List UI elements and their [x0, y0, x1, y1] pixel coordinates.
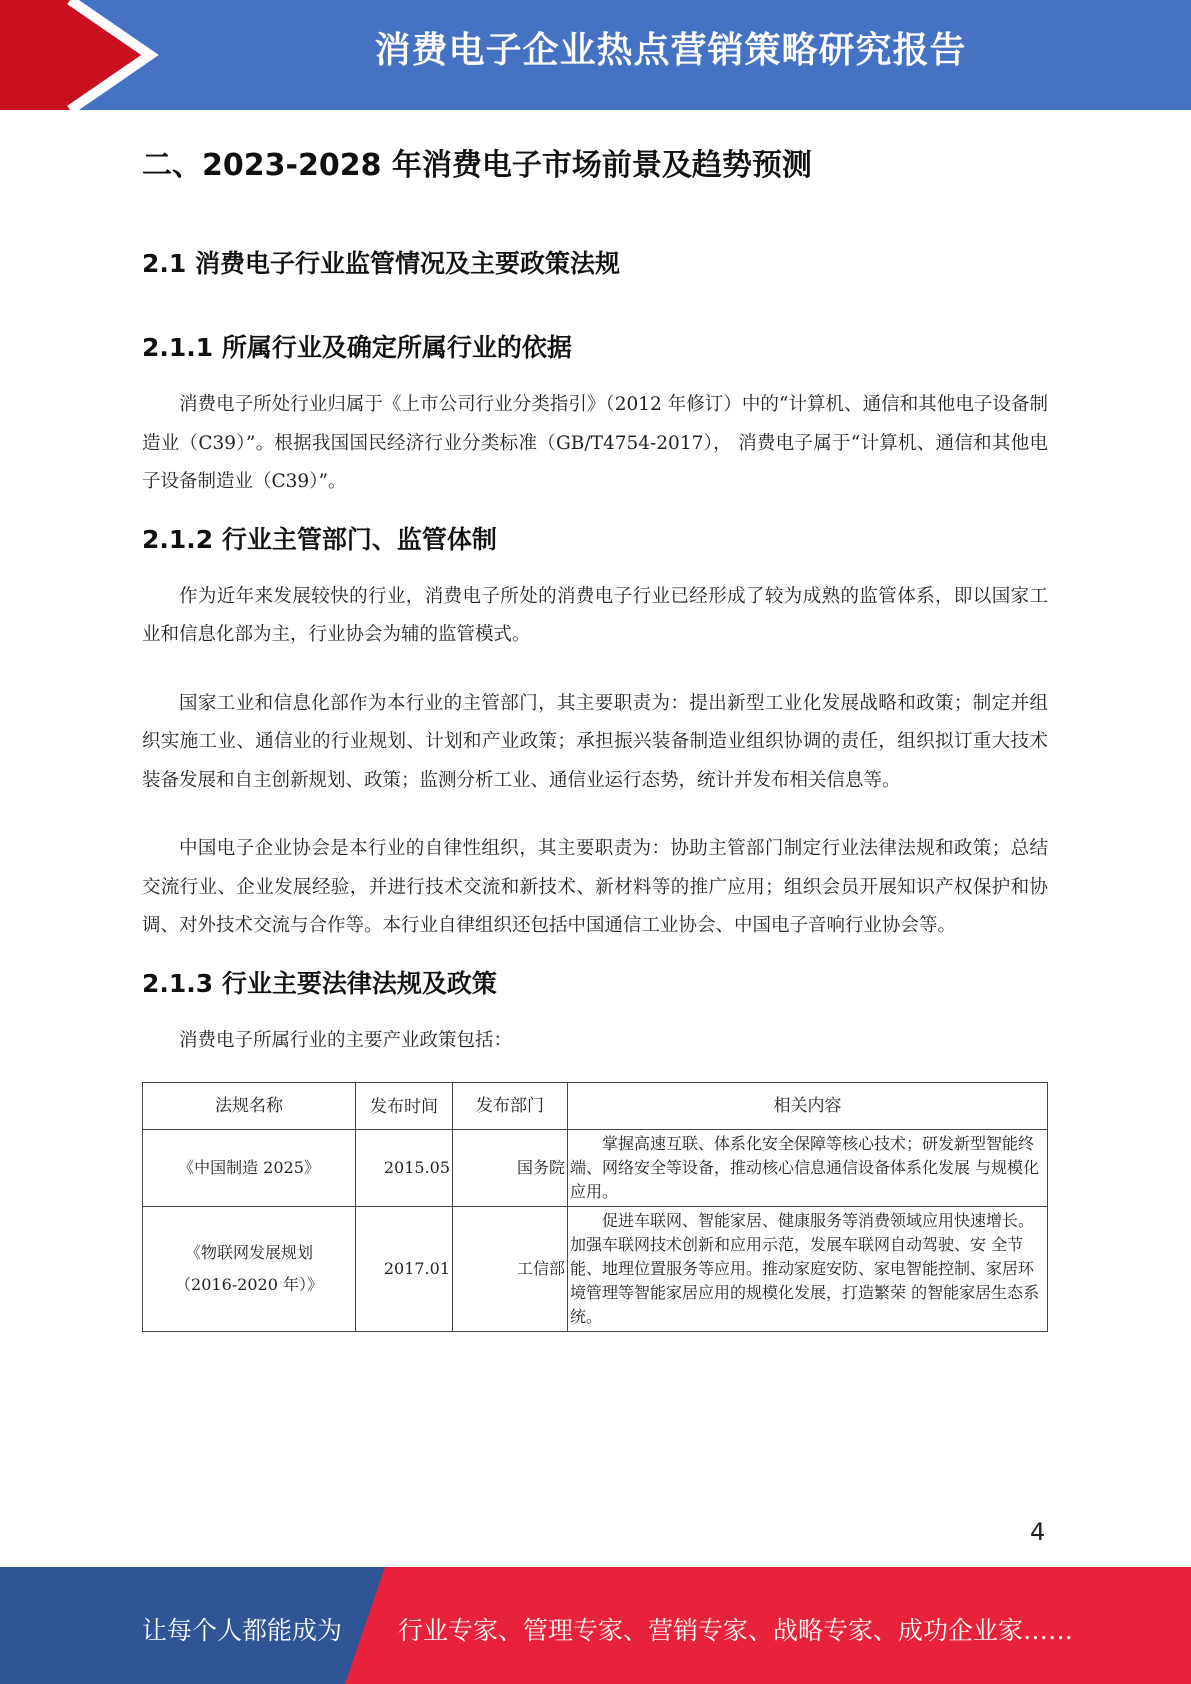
- section-title: 二、2023-2028 年消费电子市场前景及趋势预测: [142, 148, 812, 183]
- header-title: 消费电子企业热点营销策略研究报告: [374, 30, 967, 71]
- header-arrow-icon: [0, 0, 160, 110]
- cell-dept: 工信部: [453, 1207, 568, 1332]
- paragraph-industry-classification: 消费电子所处行业归属于《上市公司行业分类指引》（2012 年修订）中的“计算机、通信和其他电子设备制造业（C39）”。根据我国国民经济行业分类标准（GB/T4754-2017）， 消费电子属于“计算机、通信和其他电子设备制造业（C39）”。: [142, 394, 1048, 492]
- page-footer: [0, 1567, 1191, 1684]
- page-content: [142, 130, 1048, 1326]
- header-desc: 相关内容: [568, 1083, 1048, 1130]
- footer-slogan-left: 让每个人都能成为: [142, 1616, 343, 1645]
- paragraph-policy-intro: 消费电子所属行业的主要产业政策包括：: [179, 1029, 513, 1051]
- page-header: [0, 0, 1191, 110]
- cell-name-line-1: 《物联网发展规划: [184, 1243, 313, 1262]
- page-number: 4: [1030, 1518, 1046, 1546]
- subsection-title-2-1-1: 2.1.1 所属行业及确定所属行业的依据: [142, 333, 572, 362]
- cell-name: 《中国制造 2025》: [143, 1130, 356, 1207]
- header-name: 法规名称: [143, 1083, 356, 1130]
- subsection-title-2-1-2: 2.1.2 行业主管部门、监管体制: [142, 524, 497, 554]
- table-row: [143, 1207, 1048, 1332]
- header-date: 发布时间: [356, 1083, 453, 1130]
- subsection-title-2-1-3: 2.1.3 行业主要法律法规及政策: [142, 968, 497, 998]
- policy-table: [142, 1082, 1048, 1332]
- policy-table-container: [142, 1082, 1048, 1326]
- cell-desc: 促进车联网、智能家居、健康服务等消费领域应用快速增长。 加强车联网技术创新和应用示范，发展车联网自动驾驶、安 全节能、地理位置服务等应用。推动家庭安防、家电智能控制、家居环境管理等智能家居应用的规模化发展，打造繁荣 的智能家居生态系统。: [568, 1207, 1048, 1332]
- cell-name-line-2: （2016-2020 年）》: [175, 1275, 323, 1294]
- paragraph-regulatory-system: 作为近年来发展较快的行业，消费电子所处的消费电子行业已经形成了较为成熟的监管体系，即以国家工业和信息化部为主，行业协会为辅的监管模式。: [142, 585, 1048, 645]
- cell-date: 2015.05: [356, 1130, 453, 1207]
- header-dept: 发布部门: [453, 1083, 568, 1130]
- subsection-title-2-1: 2.1 消费电子行业监管情况及主要政策法规: [142, 249, 620, 278]
- cell-name: [143, 1207, 356, 1332]
- paragraph-association-duties: 中国电子企业协会是本行业的自律性组织，其主要职责为：协助主管部门制定行业法律法规和政策；总结交流行业、企业发展经验，并进行技术交流和新技术、新材料等的推广应用；组织会员开展知识产权保护和协调、对外技术交流与合作等。本行业自律组织还包括中国通信工业协会、中国电子音响行业协会等。: [142, 838, 1048, 936]
- table-header-row: [143, 1083, 1048, 1130]
- table-row: [143, 1130, 1048, 1207]
- cell-dept: 国务院: [453, 1130, 568, 1207]
- footer-slogan-right: 行业专家、管理专家、营销专家、战略专家、成功企业家……: [398, 1616, 1074, 1645]
- paragraph-miit-duties: 国家工业和信息化部作为本行业的主管部门，其主要职责为：提出新型工业化发展战略和政策；制定并组织实施工业、通信业的行业规划、计划和产业政策；承担振兴装备制造业组织协调的责任，组织拟订重大技术装备发展和自主创新规划、政策；监测分析工业、通信业运行态势，统计并发布相关信息等。: [142, 692, 1048, 791]
- cell-date: 2017.01: [356, 1207, 453, 1332]
- cell-desc: 掌握高速互联、体系化安全保障等核心技术；研发新型智能终端、网络安全等设备，推动核心信息通信设备体系化发展 与规模化应用。: [568, 1130, 1048, 1207]
